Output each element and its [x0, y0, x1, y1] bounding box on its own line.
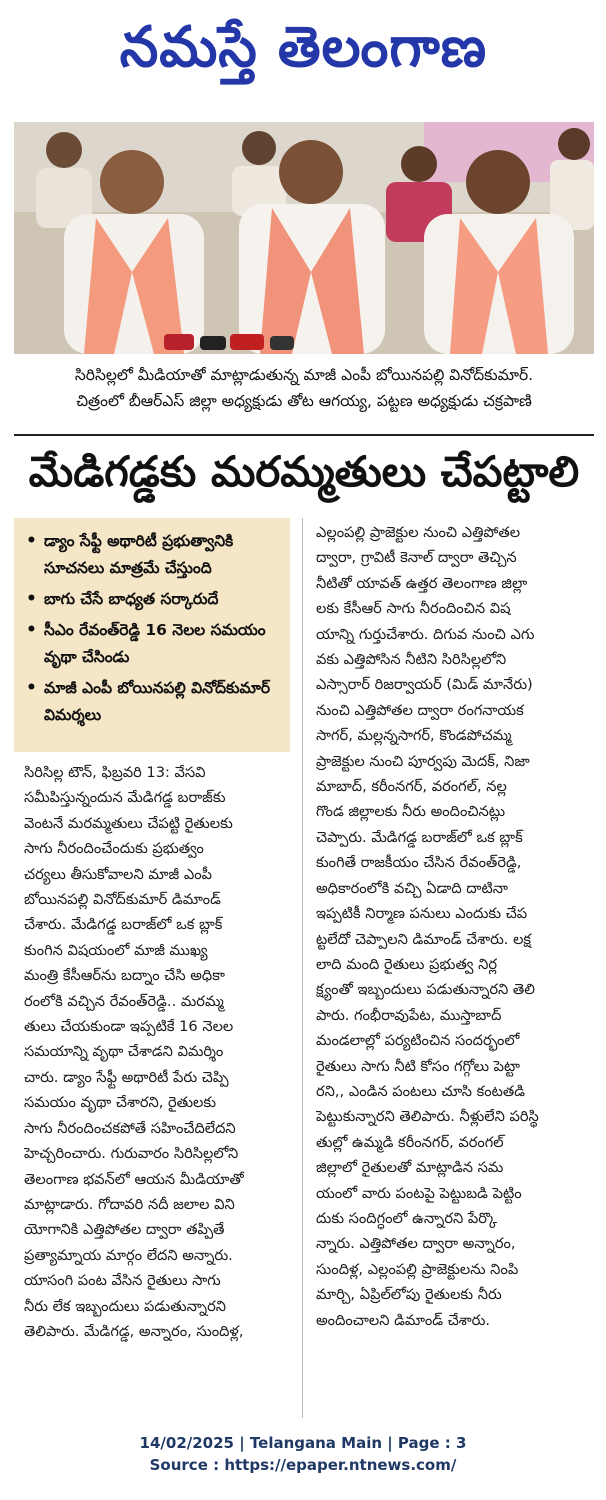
article-line: అధికారంలోకి వచ్చి ఏడాది దాటినా [316, 879, 508, 897]
article-line: చెప్పారు. మేడిగడ్డ బరాజ్‌లో ఒక బ్లాక్ [316, 828, 523, 846]
highlight-item [22, 675, 282, 729]
article-line: రైతులు సాగు నీటి కోసం గగ్గోలు పెట్టా [316, 1057, 521, 1075]
newspaper-title: నమస్తే తెలంగాణ [119, 15, 487, 80]
article-line: సమయం వృథా చేశారని, రైతులకు [24, 1094, 217, 1112]
highlight-item [22, 617, 282, 671]
article-line: అందించాలని డిమాండ్ చేశారు. [316, 1311, 491, 1329]
article-line: మంత్రి కేసీఆర్‌ను బద్నాం చేసి అధికా [24, 967, 225, 985]
article-headline: మేడిగడ్డకు మరమ్మతులు చేపట్టాలి [14, 434, 594, 510]
caption-line: సిరిసిల్లలో మీడియాతో మాట్లాడుతున్న మాజీ ఎంపీ బోయినపల్లి వినోద్‌కుమార్. [74, 366, 534, 384]
article-line: గొండ జిల్లాలకు నీరు అందించినట్లు [316, 803, 506, 821]
article-line: వెంటనే మరమ్మతులు చేపట్టి రైతులకు [24, 814, 233, 832]
article-line: లాది మంది రైతులు ప్రభుత్వ నిర్ల [316, 955, 497, 973]
bullet-icon: • [26, 589, 37, 609]
bullet-icon: • [26, 678, 37, 698]
footer-date-line: 14/02/2025 | Telangana Main | Page : 3 [139, 1434, 467, 1452]
article-line: నుంచి ఎత్తిపోతల ద్వారా రంగనాయక [316, 701, 524, 719]
highlight-text: మాజీ ఎంపీ బోయినపల్లి వినోద్‌కుమార్ విమర్శలు [44, 679, 271, 724]
article-line: మార్చి, ఏప్రిల్‌లోపు రైతులకు నీరు [316, 1286, 502, 1304]
bullet-icon: • [26, 531, 37, 551]
article-line: కుంగిన విషయంలో మాజీ ముఖ్య [24, 941, 208, 959]
article-line: బోయినపల్లి వినోద్‌కుమార్ డిమాండ్ [24, 891, 221, 909]
article-line: ఎల్లంపల్లి ప్రాజెక్టుల నుంచి ఎత్తిపోతల [316, 524, 521, 541]
press-conference-photo [14, 122, 594, 354]
masthead [0, 0, 606, 100]
article-line: సాగు నీరందించకపోతే సహించేదిలేదని [24, 1119, 236, 1137]
article-line: ప్రత్యామ్నాయ మార్గం లేదని అన్నారు. [24, 1246, 233, 1264]
highlight-text: బాగు చేసే బాధ్యత సర్కారుదే [44, 590, 219, 608]
article-line: సుందిళ్ల, ఎల్లంపల్లి ప్రాజెక్టులను నింపి [316, 1260, 519, 1278]
article-line: ఇప్పటికీ నిర్మాణ పనులు ఎందుకు చేప [316, 905, 528, 923]
column-divider [302, 518, 303, 1418]
article-line: చర్యలు తీసుకోవాలని మాజీ ఎంపీ [24, 865, 212, 883]
article-line: సిరిసిల్ల టౌన్, ఫిబ్రవరి 13: వేసవి [24, 764, 206, 781]
article-line: ప్రాజెక్టుల నుంచి పూర్వపు మెదక్, నిజా [316, 752, 530, 770]
article-line: ట్టలేదో చెప్పాలని డిమాండ్ చేశారు. లక్ష [316, 930, 532, 948]
article-line: దుకు సందిగ్ధంలో ఉన్నారని పేర్కొ [316, 1209, 498, 1227]
highlight-text: డ్యాం సేఫ్టీ అథారిటీ ప్రభుత్వానికి సూచనలు మాత్రమే చేస్తుంది [44, 532, 234, 577]
article-line: నీరు లేక ఇబ్బందులు పడుతున్నారని [24, 1297, 227, 1315]
article-line: పారు. గంభీరావుపేట, ముస్తాబాద్ [316, 1006, 502, 1024]
article-line: మాట్లాడారు. గోదావరి నదీ జలాల విని [24, 1195, 235, 1213]
highlight-text: సీఎం రేవంత్‌రెడ్డి 16 నెలల సమయం వృథా చేసిండు [44, 621, 266, 666]
article-line: పెట్టుకున్నారని తెలిపారు. నీళ్లులేని పరిస్థి [316, 1108, 539, 1126]
article-line: యాసంగి పంట వేసిన రైతులు సాగు [24, 1272, 221, 1290]
article-line: సాగర్, మల్లన్నసాగర్, కొండపోచమ్మ [316, 727, 512, 745]
photo-caption [14, 362, 594, 414]
article-line: కుంగితే రాజకీయం చేసిన రేవంత్‌రెడ్డి, [316, 854, 522, 872]
article-line: నీటితో యావత్ ఉత్తర తెలంగాణ జిల్లా [316, 574, 528, 592]
article-line: న్నారు. ఎత్తిపోతల ద్వారా అన్నారం, [316, 1235, 516, 1253]
bullet-icon: • [26, 620, 37, 640]
highlight-item [22, 586, 282, 613]
footer-source-line: Source : https://epaper.ntnews.com/ [149, 1456, 457, 1474]
article-line: హెచ్చరించారు. గురువారం సిరిసిల్లలోని [24, 1145, 239, 1163]
article-line: రని,, ఎండిన పంటలు చూసి కంటతడి [316, 1082, 526, 1100]
article-line: యాన్ని గుర్తుచేశారు. దిగువ నుంచి ఎగు [316, 625, 535, 643]
highlight-item [22, 528, 282, 582]
article-line: సమయాన్ని వృథా చేశాడని విమర్శిం [24, 1043, 224, 1061]
highlights-box [14, 518, 290, 752]
article-body-right [316, 520, 596, 1333]
article-line: ఎస్సారార్ రిజర్వాయర్ (మిడ్ మానేరు) [316, 676, 533, 694]
article-line: మాబాద్, కరీంనగర్, వరంగల్, నల్ల [316, 778, 507, 796]
article-line: చేశారు. మేడిగడ్డ బరాజ్‌లో ఒక బ్లాక్ [24, 916, 223, 934]
article-line: మండలాల్లో పర్యటించిన సందర్భంలో [316, 1032, 520, 1050]
article-body-left [24, 760, 290, 1344]
article-line: ద్వారా, గ్రావిటీ కెనాల్ ద్వారా తెచ్చిన [316, 549, 517, 567]
article-line: చారు. డ్యాం సేఫ్టీ అథారిటీ పేరు చెప్పి [24, 1068, 229, 1086]
article-line: వకు ఎత్తిపోసిన నీటిని సిరిసిల్లలోని [316, 651, 507, 669]
article-line: తుల్లో ఉమ్మడి కరీంనగర్, వరంగల్ [316, 1133, 504, 1151]
article-line: క్ష్యంతో ఇబ్బందులు పడుతున్నారని తెలి [316, 981, 535, 999]
article-line: తెలంగాణ భవన్‌లో ఆయన మీడియాతో [24, 1170, 244, 1188]
article-line: యోగానికి ఎత్తిపోతల ద్వారా తప్పితే [24, 1221, 225, 1239]
article-line: జిల్లాలో రైతులతో మాట్లాడిన సమ [316, 1159, 504, 1177]
article-line: సమీపిస్తున్నందున మేడిగడ్డ బరాజ్‌కు [24, 789, 226, 807]
article-line: తెలిపారు. మేడిగడ్డ, అన్నారం, సుందిళ్ల, [24, 1322, 244, 1340]
article-line: లకు కేసీఆర్ సాగు నీరందించిన విష [316, 600, 511, 618]
article-line: తులు చేయకుండా ఇప్పటికే 16 నెలల [24, 1018, 234, 1036]
photo-image-icon [14, 122, 594, 354]
article-line: సాగు నీరందించేందుకు ప్రభుత్వం [24, 840, 204, 858]
caption-line: చిత్రంలో బీఆర్‌ఎస్ జిల్లా అధ్యక్షుడు తోట ఆగయ్య, పట్టణ అధ్యక్షుడు చక్రపాణి [76, 392, 532, 410]
footer [0, 1432, 606, 1476]
article-line: రంలోకి వచ్చిన రేవంత్‌రెడ్డి.. మరమ్మ [24, 992, 224, 1010]
article-line: యంలో వారు పంటపై పెట్టుబడి పెట్టిం [316, 1184, 522, 1202]
